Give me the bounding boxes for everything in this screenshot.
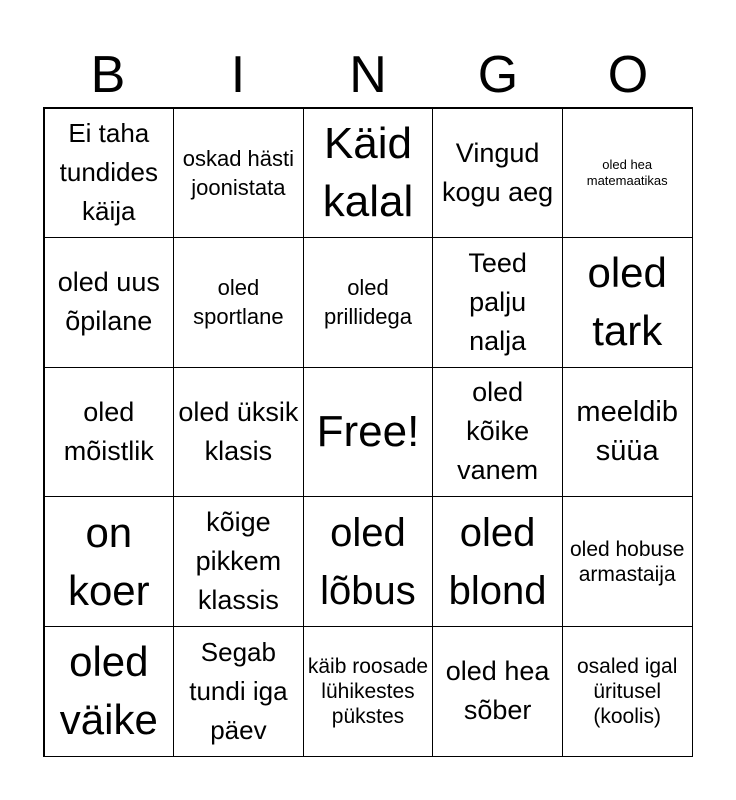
header-letter-n: N [349, 46, 387, 104]
cell-text: meeldib süüa [576, 395, 678, 467]
bingo-cell[interactable] [44, 626, 175, 757]
cell-text: Teed palju nalja [468, 247, 527, 356]
cell-text: oled sportlane [193, 275, 284, 330]
bingo-cell[interactable] [44, 367, 175, 498]
bingo-cell[interactable] [432, 237, 563, 368]
cell-text: oled hea sõber [445, 656, 550, 726]
cell-text: Free! [316, 406, 420, 456]
bingo-cell[interactable] [173, 108, 304, 239]
bingo-cell[interactable] [44, 108, 175, 239]
header-letter-o: O [607, 46, 649, 104]
cell-text: kõige pikkem klassis [195, 507, 282, 616]
bingo-cell[interactable] [303, 108, 434, 239]
bingo-cell[interactable] [562, 367, 693, 498]
cell-text: oskad hästi joonistata [182, 145, 295, 200]
header-letter-i: I [230, 46, 246, 104]
cell-text: Käid kalal [322, 118, 414, 226]
cell-text: oled kõike vanem [457, 377, 539, 486]
bingo-cell[interactable] [562, 626, 693, 757]
cell-text: oled uus õpilane [57, 267, 160, 337]
cell-text: osaled igal üritusel (koolis) [576, 654, 678, 728]
bingo-cell[interactable] [303, 626, 434, 757]
bingo-cell[interactable] [432, 626, 563, 757]
cell-text: Vingud kogu aeg [442, 137, 554, 207]
cell-text: oled üksik klasis [178, 396, 299, 466]
bingo-cell[interactable] [303, 237, 434, 368]
cell-text: oled tark [587, 249, 667, 355]
cell-text: on koer [67, 508, 150, 614]
bingo-cell[interactable] [432, 367, 563, 498]
cell-text: käib roosade lühikestes pükstes [307, 654, 429, 728]
cell-text: oled blond [448, 510, 547, 613]
header-letter-g: G [477, 46, 519, 104]
bingo-cell[interactable] [303, 496, 434, 627]
bingo-cell[interactable] [173, 626, 304, 757]
cell-text: oled väike [59, 638, 158, 744]
bingo-cell[interactable] [432, 496, 563, 627]
bingo-cell[interactable] [432, 108, 563, 239]
bingo-cell[interactable] [562, 237, 693, 368]
cell-text: oled prillidega [323, 275, 413, 330]
bingo-cell[interactable] [44, 496, 175, 627]
bingo-cell-free[interactable] [303, 367, 434, 498]
bingo-cell[interactable] [173, 237, 304, 368]
header-letter-b: B [90, 46, 126, 104]
cell-text: oled lõbus [320, 510, 416, 613]
bingo-cell[interactable] [562, 108, 693, 239]
bingo-cell[interactable] [173, 496, 304, 627]
cell-text: oled hea matemaatikas [586, 156, 668, 188]
bingo-cell[interactable] [44, 237, 175, 368]
bingo-grid [43, 107, 693, 757]
cell-text: Ei taha tundides käija [59, 118, 158, 227]
bingo-header [43, 44, 693, 106]
bingo-cell[interactable] [562, 496, 693, 627]
bingo-cell[interactable] [173, 367, 304, 498]
cell-text: Segab tundi iga päev [189, 636, 288, 745]
cell-text: oled hobuse armastaija [569, 537, 685, 586]
cell-text: oled mõistlik [63, 396, 154, 466]
